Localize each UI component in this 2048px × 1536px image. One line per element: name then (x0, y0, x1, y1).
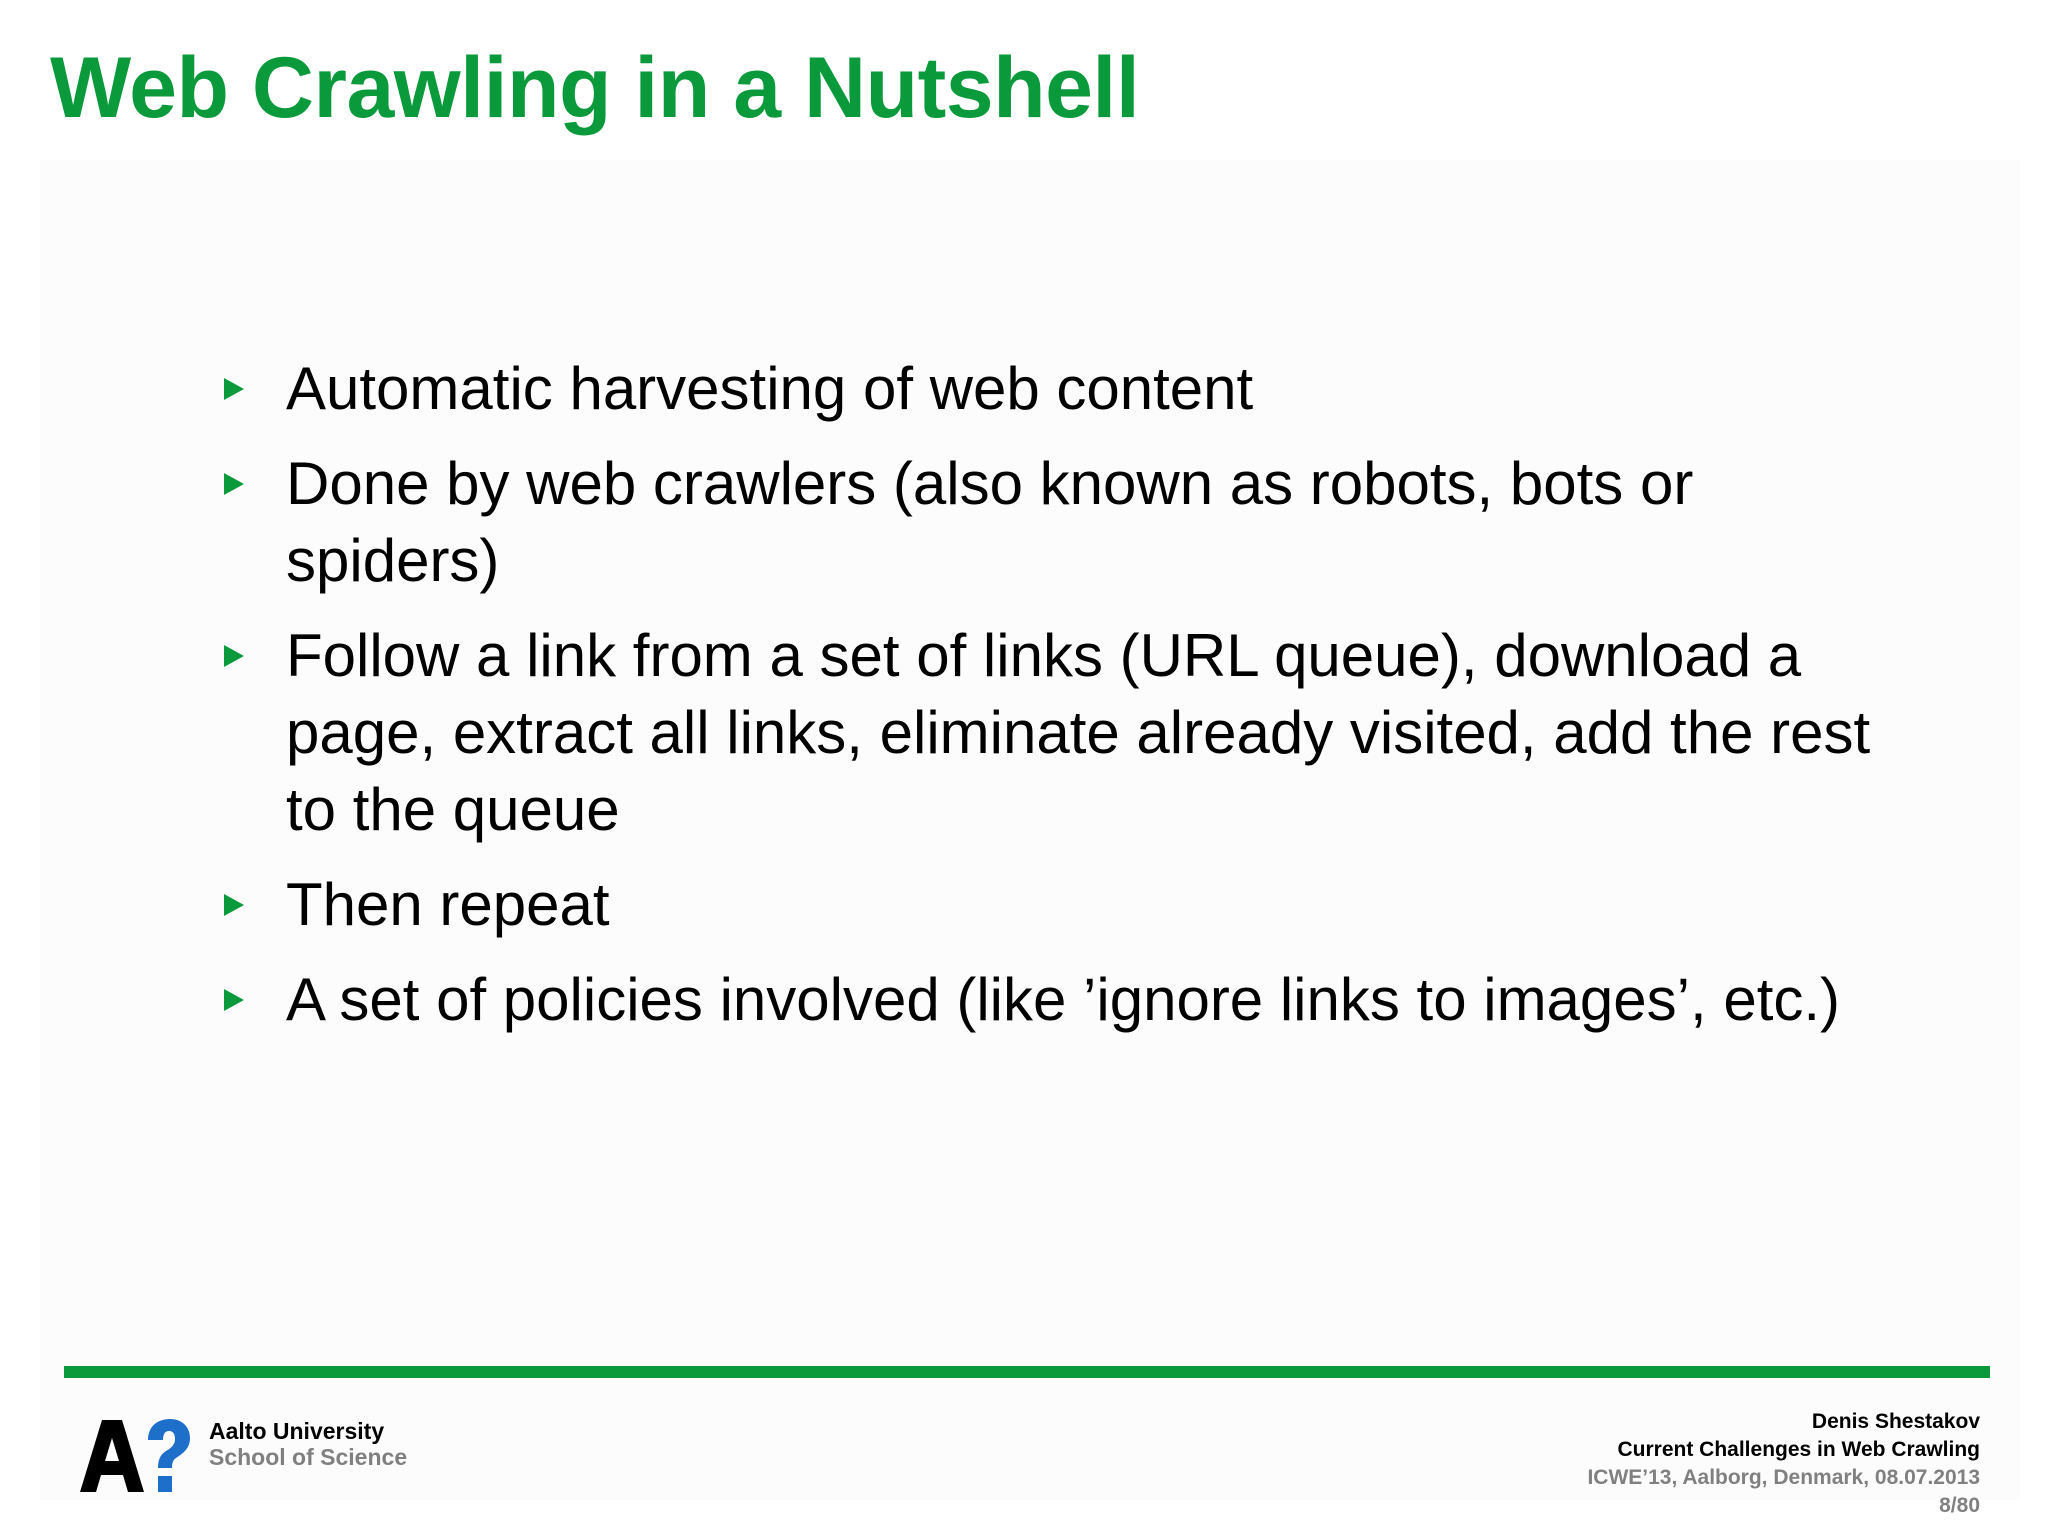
bullet-list (220, 350, 1920, 1056)
bullet-text: Automatic harvesting of web content (286, 355, 1254, 422)
bullet-item-3 (220, 617, 1920, 848)
university-name: Aalto University (209, 1418, 385, 1444)
bullet-item-2 (220, 445, 1920, 599)
aalto-logo-icon (78, 1418, 190, 1494)
triangle-bullet-icon (224, 989, 244, 1011)
talk-title: Current Challenges in Web Crawling (1617, 1438, 1980, 1461)
triangle-bullet-icon (224, 473, 244, 495)
author-name: Denis Shestakov (1811, 1410, 1980, 1433)
bullet-text: Then repeat (286, 871, 610, 938)
bullet-item-5 (220, 961, 1920, 1038)
bullet-item-4 (220, 866, 1920, 943)
footer-info (1587, 1408, 1980, 1520)
bullet-item-1 (220, 350, 1920, 427)
triangle-bullet-icon (224, 645, 244, 667)
footer-divider (64, 1366, 1990, 1378)
bullet-text: Follow a link from a set of links (URL queue), download a page, extract all links, eliminate already visited, add the rest to the queue (286, 622, 1871, 843)
triangle-bullet-icon (224, 894, 244, 916)
bullet-text: Done by web crawlers (also known as robots, bots or spiders) (286, 450, 1694, 594)
slide-title: Web Crawling in a Nutshell (50, 40, 1140, 136)
school-name: School of Science (209, 1444, 408, 1470)
bullet-text: A set of policies involved (like ’ignore links to images’, etc.) (286, 966, 1841, 1033)
venue-date: ICWE’13, Aalborg, Denmark, 08.07.2013 (1587, 1466, 1980, 1489)
triangle-bullet-icon (224, 378, 244, 400)
page-number: 8/80 (1939, 1494, 1980, 1517)
